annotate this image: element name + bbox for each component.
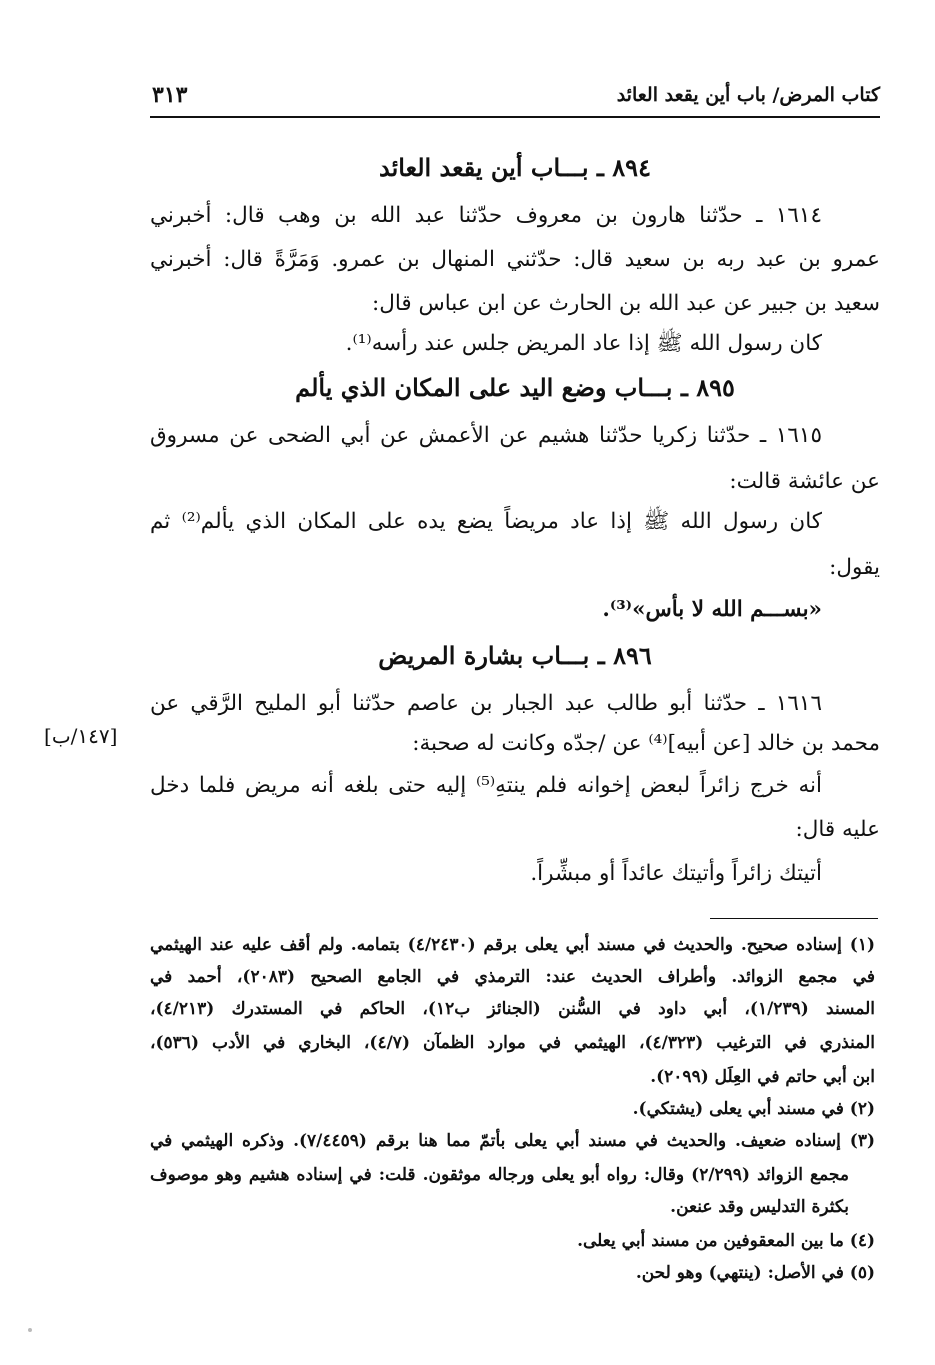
footnote-3-line-3: بكثرة التدليس وقد عنعن. (670, 1197, 849, 1217)
scan-speck (28, 1328, 32, 1332)
hadith-1614-line-1: ١٦١٤ ـ حدّثنا هارون بن معروف حدّثنا عبد الله بن وهب قال: أخبرني (150, 203, 822, 228)
footnote-1-line-1: (١) إسناده صحيح. والحديث في مسند أبي يعلى برقم (٤/٢٤٣٠) بتمامه. ولم أقف عليه عند الهيثمي (150, 935, 875, 955)
footnote-2: (٢) في مسند أبي يعلى (يشتكي). (632, 1099, 875, 1119)
running-title: كتاب المرض/ باب أين يقعد العائد (616, 84, 880, 106)
chapter-heading-896: ٨٩٦ ـ بـــاب بشارة المريض (378, 641, 652, 670)
hadith-1615-line-1: ١٦١٥ ـ حدّثنا زكريا حدّثنا هشيم عن الأعمش عن أبي الضحى عن مسروق (150, 423, 822, 448)
hadith-1616-text-3: أتيتك زائراً وأتيتك عائداً أو مبشِّراً. (530, 861, 822, 886)
chapter-heading-894: ٨٩٤ ـ بـــاب أين يقعد العائد (379, 153, 651, 182)
footnote-3-line-2: مجمع الزوائد (٢/٢٩٩) وقال: رواه أبو يعلى ورجاله موثقون. قلت: في إسناده هشيم وهو موصوف (150, 1165, 849, 1185)
hadith-1614-line-2: عمرو بن عبد ربه بن سعيد قال: حدّثني المنهال بن عمرو. وَمَرَّةً قال: أخبرني (150, 247, 880, 272)
footnote-3-line-1: (٣) إسناده ضعيف. والحديث في مسند أبي يعلى بأتمّ مما هنا برقم (٧/٤٤٥٩). وذكره الهيثمي في (150, 1131, 875, 1151)
margin-folio-reference: [١٤٧/ب] (44, 724, 118, 748)
page-header (150, 78, 880, 118)
hadith-1616-line-2: محمد بن خالد [عن أبيه]⁽⁴⁾ عن /جدّه وكانت له صحبة: (412, 731, 880, 756)
footnote-4: (٤) ما بين المعقوفين من مسند أبي يعلى. (577, 1231, 875, 1251)
hadith-1616-text-1: أنه خرج زائراً لبعض إخوانه فلم ينتهِ⁽⁵⁾ إليه حتى بلغه أنه مريض فلما دخل (150, 773, 822, 798)
footnote-1-line-5: ابن أبي حاتم في العِلَل (٢٠٩٩). (650, 1067, 875, 1087)
hadith-1615-text-2: يقول: (829, 555, 880, 580)
hadith-1614-line-3: سعيد بن جبير عن عبد الله بن الحارث عن ابن عباس قال: (371, 291, 880, 316)
hadith-1616-line-1: ١٦١٦ ـ حدّثنا أبو طالب عبد الجبار بن عاصم حدّثنا أبو المليح الرَّقي عن (150, 691, 822, 716)
footnote-5: (٥) في الأصل: (ينتهي) وهو لحن. (635, 1263, 875, 1283)
hadith-1616-text-2: عليه قال: (795, 817, 880, 842)
footnote-1-line-2: في مجمع الزوائد. وأطراف الحديث عند: الترمذي في الجامع الصحيح (٢٠٨٣)، أحمد في (150, 967, 875, 987)
page-number: ٣١٣ (152, 82, 188, 108)
footnote-separator (710, 918, 878, 919)
footnote-1-line-4: المنذري في الترغيب (٤/٣٢٣)، الهيثمي في موارد الظمآن (٤/٧)، البخاري في الأدب (٥٣٦)، (150, 1033, 875, 1053)
hadith-1614-text: كان رسول الله ﷺ إذا عاد المريض جلس عند رأسه⁽¹⁾. (345, 331, 822, 356)
hadith-1615-quote: «بســـم الله لا بأس»⁽³⁾. (602, 597, 822, 622)
hadith-1615-line-2: عن عائشة قالت: (729, 469, 880, 494)
footnote-1-line-3: المسند (١/٢٣٩)، أبي داود في السُّنن (الجنائز ب١٢)، الحاكم في المستدرك (٤/٢١٣)، (150, 999, 875, 1019)
hadith-1615-text-1: كان رسول الله ﷺ إذا عاد مريضاً يضع يده على المكان الذي يألم⁽²⁾ ثم (150, 509, 822, 534)
chapter-heading-895: ٨٩٥ ـ بـــاب وضع اليد على المكان الذي يألم (295, 373, 735, 402)
